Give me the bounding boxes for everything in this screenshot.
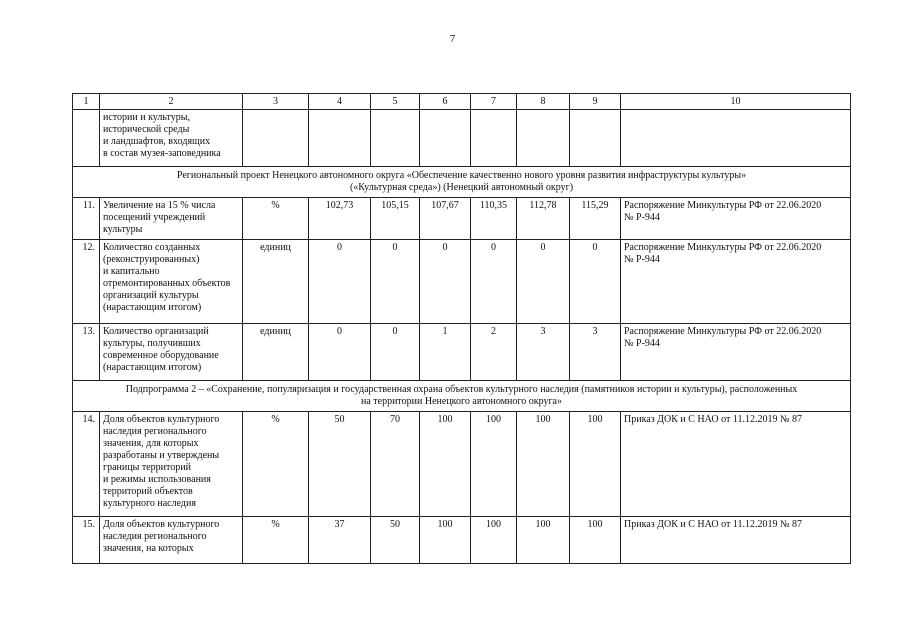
unit-cell: % bbox=[243, 412, 309, 517]
row-number: 11. bbox=[73, 198, 100, 240]
table-row bbox=[73, 198, 851, 240]
value-cell: 70 bbox=[371, 412, 420, 517]
value-cell: 0 bbox=[517, 240, 570, 324]
table-row bbox=[73, 324, 851, 381]
column-number: 10 bbox=[621, 94, 851, 110]
row-number: 12. bbox=[73, 240, 100, 324]
column-number: 3 bbox=[243, 94, 309, 110]
indicator-name: Количество созданных (реконструированных) и капитально отремонтированных объектов организаций культуры (нарастающим итогом) bbox=[103, 242, 231, 313]
value-cell: 50 bbox=[371, 517, 420, 564]
indicator-name: Количество организаций культуры, получивших современное оборудование (нарастающим итогом) bbox=[103, 326, 219, 373]
column-number: 6 bbox=[420, 94, 471, 110]
row-number: 14. bbox=[73, 412, 100, 517]
unit-cell: % bbox=[243, 198, 309, 240]
unit-cell: % bbox=[243, 517, 309, 564]
row-number: 15. bbox=[73, 517, 100, 564]
source-document: Распоряжение Минкультуры РФ от 22.06.2020 № Р-944 bbox=[624, 242, 822, 265]
table-row bbox=[73, 110, 851, 167]
value-cell: 100 bbox=[471, 517, 517, 564]
value-cell: 102,73 bbox=[309, 198, 371, 240]
source-document: Распоряжение Минкультуры РФ от 22.06.2020 № Р-944 bbox=[624, 326, 822, 349]
column-numbers-row bbox=[73, 94, 851, 110]
value-cell: 0 bbox=[309, 240, 371, 324]
source-document: Распоряжение Минкультуры РФ от 22.06.2020 № Р-944 bbox=[624, 200, 822, 223]
column-number: 1 bbox=[73, 94, 100, 110]
value-cell: 2 bbox=[471, 324, 517, 381]
value-cell: 100 bbox=[570, 517, 621, 564]
unit-cell: единиц bbox=[243, 324, 309, 381]
value-cell: 0 bbox=[371, 324, 420, 381]
value-cell: 0 bbox=[420, 240, 471, 324]
indicator-name: Доля объектов культурного наследия регионального значения, для которых разработаны и утверждены границы территорий и режимы использования территорий объектов культурного наследия bbox=[103, 414, 220, 509]
value-cell: 100 bbox=[420, 517, 471, 564]
value-cell: 110,35 bbox=[471, 198, 517, 240]
value-cell: 1 bbox=[420, 324, 471, 381]
value-cell: 3 bbox=[517, 324, 570, 381]
value-cell: 0 bbox=[471, 240, 517, 324]
indicator-name: Увеличение на 15 % числа посещений учреждений культуры bbox=[103, 200, 216, 235]
column-number: 8 bbox=[517, 94, 570, 110]
indicator-name: истории и культуры, исторической среды и ландшафтов, входящих в состав музея-заповедника bbox=[103, 112, 221, 159]
value-cell: 0 bbox=[371, 240, 420, 324]
column-number: 9 bbox=[570, 94, 621, 110]
value-cell: 105,15 bbox=[371, 198, 420, 240]
unit-cell: единиц bbox=[243, 240, 309, 324]
value-cell: 0 bbox=[309, 324, 371, 381]
source-document: Приказ ДОК и С НАО от 11.12.2019 № 87 bbox=[624, 414, 802, 425]
value-cell: 107,67 bbox=[420, 198, 471, 240]
value-cell: 100 bbox=[517, 412, 570, 517]
table-row bbox=[73, 412, 851, 517]
value-cell: 100 bbox=[517, 517, 570, 564]
page-number: 7 bbox=[449, 33, 456, 45]
column-number: 7 bbox=[471, 94, 517, 110]
regional-project-heading: Региональный проект Ненецкого автономного округа «Обеспечение качественно нового уровня развития инфраструктуры культуры» («Культурная среда») (Ненецкий автономный округ) bbox=[176, 170, 747, 193]
table-row bbox=[73, 240, 851, 324]
source-document: Приказ ДОК и С НАО от 11.12.2019 № 87 bbox=[624, 519, 802, 530]
column-number: 4 bbox=[309, 94, 371, 110]
value-cell: 37 bbox=[309, 517, 371, 564]
column-number: 2 bbox=[100, 94, 243, 110]
value-cell: 50 bbox=[309, 412, 371, 517]
section-heading-row bbox=[73, 167, 851, 198]
value-cell: 115,29 bbox=[570, 198, 621, 240]
value-cell: 100 bbox=[420, 412, 471, 517]
row-number: 13. bbox=[73, 324, 100, 381]
value-cell: 100 bbox=[471, 412, 517, 517]
column-number: 5 bbox=[371, 94, 420, 110]
subprogram-heading: Подпрограмма 2 – «Сохранение, популяризация и государственная охрана объектов культурного наследия (памятников истории и культуры), расположенных на территории Ненецкого автономного округа» bbox=[125, 384, 798, 407]
indicator-name: Доля объектов культурного наследия регионального значения, на которых bbox=[103, 519, 220, 554]
value-cell: 0 bbox=[570, 240, 621, 324]
table-row bbox=[73, 517, 851, 564]
value-cell: 100 bbox=[570, 412, 621, 517]
value-cell: 112,78 bbox=[517, 198, 570, 240]
value-cell: 3 bbox=[570, 324, 621, 381]
indicators-table bbox=[72, 93, 851, 564]
section-heading-row bbox=[73, 381, 851, 412]
